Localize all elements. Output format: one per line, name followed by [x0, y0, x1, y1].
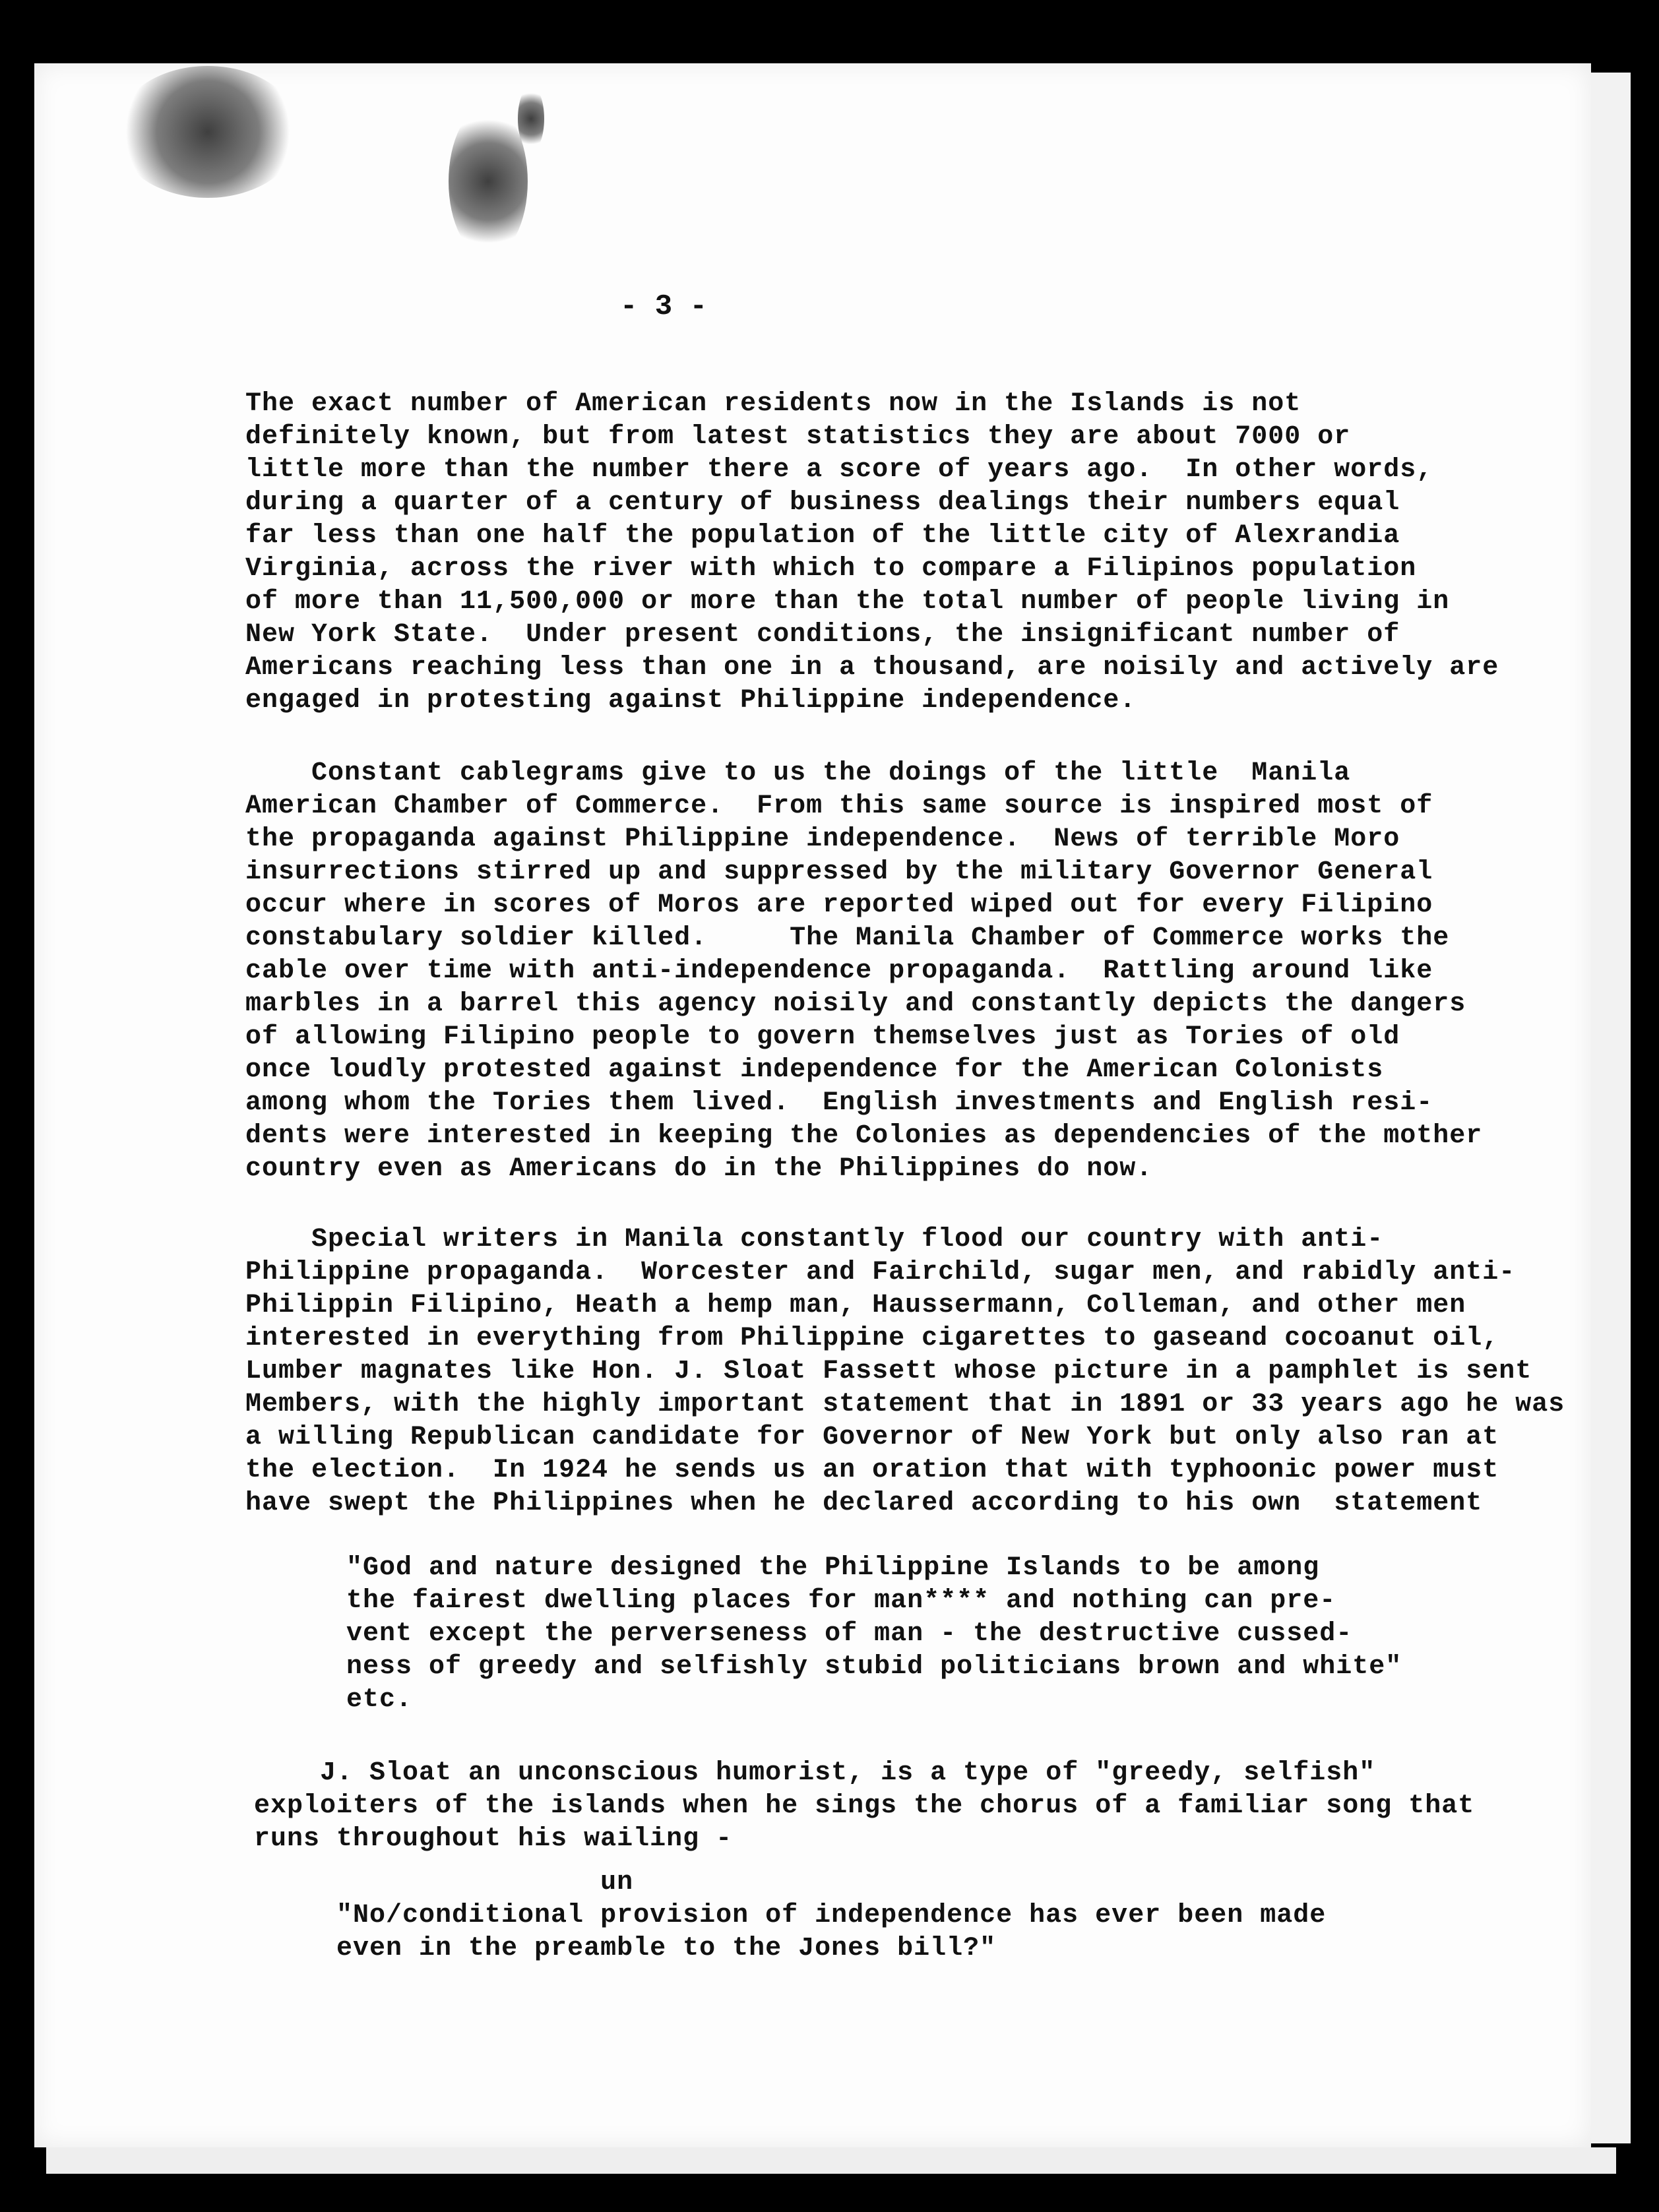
ink-stain-drop: [449, 106, 528, 257]
paragraph-american-residents: The exact number of American residents now in the Islands is not definitely known, but from latest statistics they are about 7000 or little more than the number there a score of years ago. In other words, during a quarter of a century of business dealings their numbers equal far less than one half the population of the little city of Alexrandia Virginia, across the river with which to compare a Filipinos population of more than 11,500,000 or more than the total number of people living in New York State. Under present conditions, the insignificant number of Americans reaching less than one in a thousand, are noisily and actively are engaged in protesting against Philippine independence.: [245, 389, 1499, 716]
ink-stain-small: [518, 86, 544, 152]
page-edge-bottom: [46, 2147, 1616, 2174]
ink-stain-large: [115, 66, 300, 198]
block-quote-jones-bill: un "No/conditional provision of independence has ever been made even in the preamble to the Jones bill?": [336, 1868, 1327, 1963]
paragraph-sloat-humorist: J. Sloat an unconscious humorist, is a type of "greedy, selfish" exploiters of the islands when he sings the chorus of a familiar song that runs throughout his wailing -: [254, 1758, 1475, 1854]
page-edge: [1591, 73, 1631, 2143]
paragraph-cablegrams: Constant cablegrams give to us the doings of the little Manila American Chamber of Commerce. From this same source is inspired most of the propaganda against Philippine independence. News of terrible Moro insurrections stirred up and suppressed by the military Governor General occur where in scores of Moros are reported wiped out for every Filipino constabulary soldier killed. The Manila Chamber of Commerce works the cable over time with anti-independence propaganda. Rattling around like marbles in a barrel this agency noisily and constantly depicts the dangers of allowing Filipino people to govern themselves just as Tories of old once loudly protested against independence for the American Colonists among whom the Tories them lived. English investments and English resi- dents were interested in keeping the Colonies as dependencies of the mother country even as Americans do in the Philippines do now.: [245, 758, 1483, 1184]
paragraph-special-writers: Special writers in Manila constantly flood our country with anti- Philippine propaganda. Worcester and Fairchild, sugar men, and rabidly anti- Philippin Filipino, Heath a hemp man, Haussermann, Colleman, and other men interested in everything from Philippine cigarettes to gaseand cocoanut oil, Lumber magnates like Hon. J. Sloat Fassett whose picture in a pamphlet is sent Members, with the highly important statement that in 1891 or 33 years ago he was a willing Republican candidate for Governor of New York but only also ran at the election. In 1924 he sends us an oration that with typhoonic power must have swept the Philippines when he declared according to his own statement: [245, 1225, 1565, 1518]
block-quote-god-and-nature: "God and nature designed the Philippine Islands to be among the fairest dwelling places for man**** and nothing can pre- vent except the perverseness of man - the destructive cussed- ness of greedy and selfishly stubid politicians brown and white" etc.: [346, 1553, 1402, 1715]
page-number: - 3 -: [620, 290, 708, 323]
